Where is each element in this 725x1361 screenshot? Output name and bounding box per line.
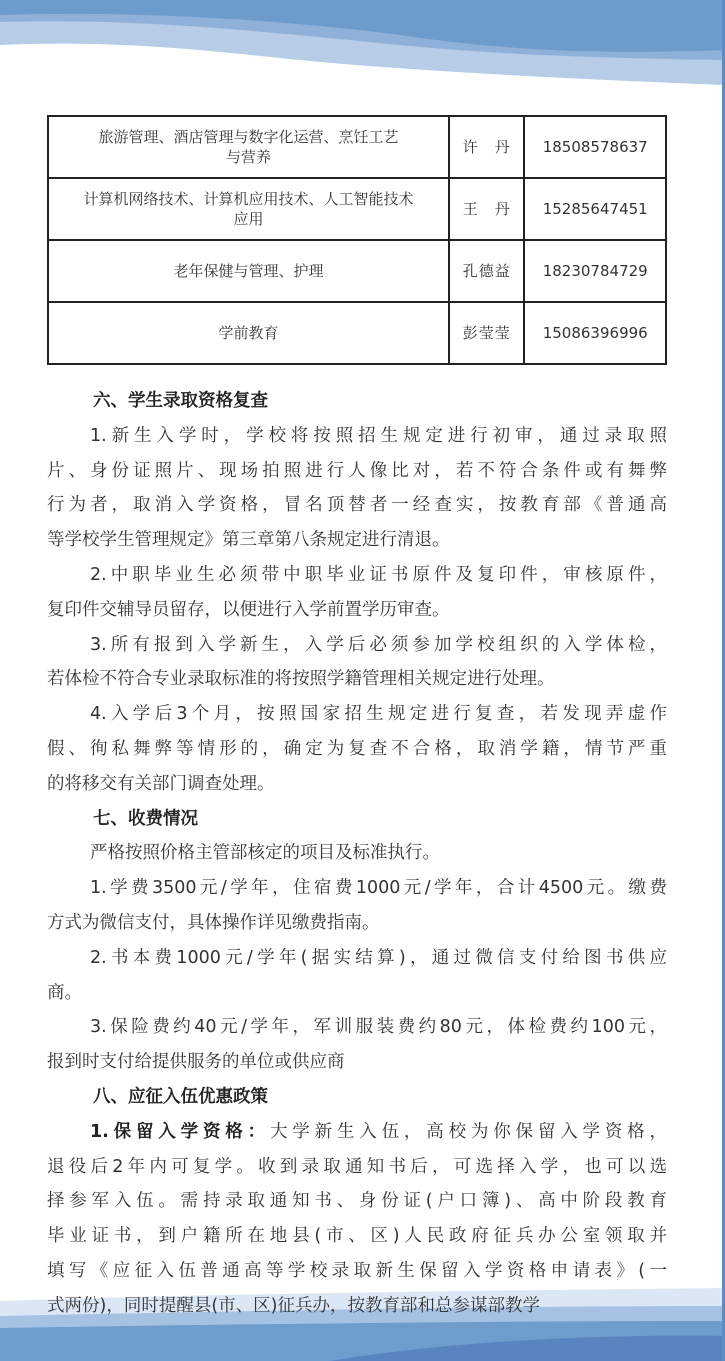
paragraph-line: 4.入学后3个月，按照国家招生规定进行复查，若发现弄虚作 bbox=[90, 704, 667, 725]
paragraph-line: 2.书本费1000元/学年(据实结算)，通过微信支付给图书供应 bbox=[90, 947, 667, 968]
contact-phone: 15086396996 bbox=[524, 302, 666, 364]
line-text: 大学新生入伍，高校为你保留入学资格， bbox=[269, 1121, 668, 1142]
major-cell bbox=[48, 116, 449, 178]
paragraph-line: 严格按照价格主管部核定的项目及标准执行。 bbox=[90, 843, 440, 864]
paragraph-line: 退役后2年内可复学。收到录取通知书后，可选择入学，也可以选 bbox=[47, 1156, 667, 1177]
paragraph-line: 2.中职毕业生必须带中职毕业证书原件及复印件，审核原件， bbox=[90, 564, 667, 585]
paragraph-line: 片、身份证照片、现场拍照进行人像比对，若不符合条件或有舞弊 bbox=[47, 460, 667, 481]
major-cell bbox=[48, 302, 449, 364]
table-row bbox=[48, 116, 666, 178]
major-line: 应用 bbox=[233, 210, 264, 228]
bold-lead: 1.保留入学资格： bbox=[90, 1121, 270, 1142]
paragraph-line: 行为者，取消入学资格，冒名顶替者一经查实，按教育部《普通高 bbox=[47, 495, 667, 516]
paragraph-line: 择参军入伍。需持录取通知书、身份证(户口簿)、高中阶段教育 bbox=[47, 1191, 667, 1212]
paragraph-line: 3.保险费约40元/学年，军训服装费约80元，体检费约100元， bbox=[90, 1017, 667, 1038]
paragraph-line: 商。 bbox=[47, 982, 82, 1003]
document-body bbox=[47, 384, 667, 1324]
contact-name: 孔德益 bbox=[449, 240, 524, 302]
contact-phone: 15285647451 bbox=[524, 178, 666, 240]
paragraph-line: 毕业证书，到户籍所在地县(市、区)人民政府征兵办公室领取并 bbox=[47, 1226, 667, 1247]
paragraph-line: 方式为微信支付，具体操作详见缴费指南。 bbox=[47, 912, 380, 933]
paragraph-line: 填写《应征入伍普通高等学校录取新生保留入学资格申请表》(一 bbox=[47, 1260, 667, 1281]
major-line: 老年保健与管理、护理 bbox=[173, 262, 324, 280]
contact-phone: 18508578637 bbox=[524, 116, 666, 178]
paragraph-line: 1.学费3500元/学年，住宿费1000元/学年，合计4500元。缴费 bbox=[90, 878, 667, 899]
contact-name: 彭莹莹 bbox=[449, 302, 524, 364]
contact-name: 王 丹 bbox=[449, 178, 524, 240]
paragraph-line: 的将移交有关部门调查处理。 bbox=[47, 773, 275, 794]
table-row bbox=[48, 302, 666, 364]
paragraph-line: 1.新生入学时，学校将按照招生规定进行初审，通过录取照 bbox=[90, 425, 667, 446]
paragraph-line: 若体检不符合专业录取标准的将按照学籍管理相关规定进行处理。 bbox=[47, 669, 555, 690]
paragraph-line: 等学校学生管理规定》第三章第八条规定进行清退。 bbox=[47, 530, 450, 551]
contact-name: 许 丹 bbox=[449, 116, 524, 178]
contact-table bbox=[47, 115, 667, 365]
paragraph-line: 复印件交辅导员留存，以便进行入学前置学历审查。 bbox=[47, 599, 450, 620]
paragraph-line: 报到时支付给提供服务的单位或供应商 bbox=[47, 1052, 345, 1073]
section-heading: 八、应征入伍优惠政策 bbox=[93, 1086, 268, 1107]
paragraph-line bbox=[47, 1115, 667, 1150]
section-heading: 六、学生录取资格复查 bbox=[93, 391, 268, 411]
section-heading: 七、收费情况 bbox=[93, 808, 198, 829]
header-wave-decoration bbox=[0, 0, 725, 90]
table-row bbox=[48, 178, 666, 240]
paragraph-line: 3.所有报到入学新生，入学后必须参加学校组织的入学体检， bbox=[90, 634, 667, 655]
major-cell bbox=[48, 240, 449, 302]
paragraph-line: 假、徇私舞弊等情形的，确定为复查不合格，取消学籍，情节严重 bbox=[47, 738, 667, 759]
table-row bbox=[48, 240, 666, 302]
contact-phone: 18230784729 bbox=[524, 240, 666, 302]
major-line: 与营养 bbox=[226, 148, 272, 166]
major-line: 计算机网络技术、计算机应用技术、人工智能技术 bbox=[83, 190, 414, 208]
paragraph-line: 式两份)，同时提醒县(市、区)征兵办，按教育部和总参谋部教学 bbox=[47, 1295, 540, 1316]
major-line: 学前教育 bbox=[218, 324, 279, 342]
major-cell bbox=[48, 178, 449, 240]
major-line: 旅游管理、酒店管理与数字化运营、烹饪工艺 bbox=[98, 128, 399, 146]
